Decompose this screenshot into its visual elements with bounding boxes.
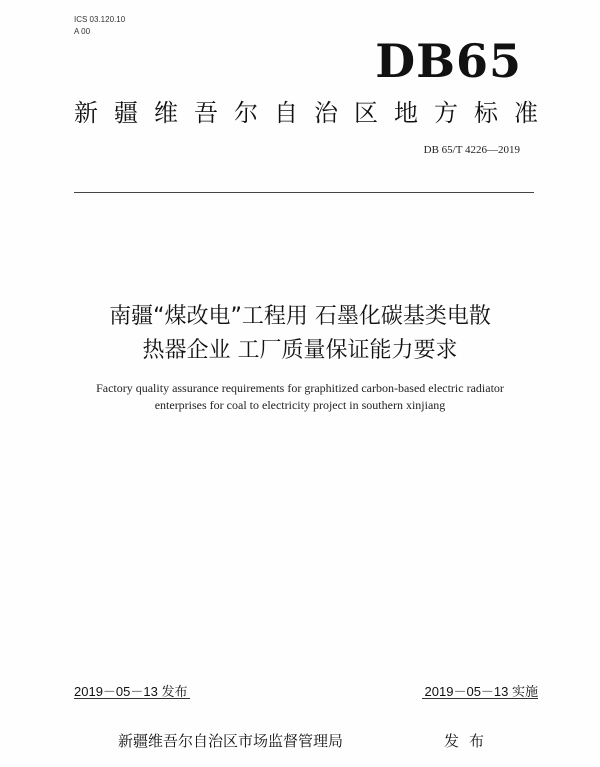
standard-code: DB 65/T 4226—2019 bbox=[423, 144, 520, 156]
ccs-code: A 00 bbox=[74, 27, 91, 36]
standard-type-char: 疆 bbox=[114, 99, 138, 127]
standard-type-char: 标 bbox=[474, 99, 498, 127]
standard-type-char: 治 bbox=[314, 99, 338, 127]
header-divider bbox=[74, 192, 534, 193]
standard-type-char: 方 bbox=[434, 99, 458, 127]
issue-date-underline bbox=[74, 698, 190, 699]
standard-type-char: 新 bbox=[74, 99, 98, 127]
english-title-line-2: enterprises for coal to electricity project in southern xinjiang bbox=[154, 398, 446, 412]
standard-type-heading bbox=[74, 98, 538, 128]
chinese-title-line-2: 热器企业 工厂质量保证能力要求 bbox=[142, 338, 458, 363]
standard-type-char: 尔 bbox=[234, 99, 258, 127]
implementation-date: 2019－05－13 实施 bbox=[424, 684, 538, 699]
standard-type-char: 区 bbox=[354, 99, 378, 127]
standard-type-char: 地 bbox=[394, 99, 418, 127]
standard-type-char: 自 bbox=[274, 99, 298, 127]
db65-logo: DB65 bbox=[375, 34, 522, 88]
chinese-title-line-1: 南疆“煤改电”工程用 石墨化碳基类电散 bbox=[109, 304, 491, 329]
english-title-line-1: Factory quality assurance requirements for graphitized carbon-based electric radiator bbox=[96, 381, 504, 395]
ics-code: ICS 03.120.10 bbox=[74, 15, 126, 24]
issuing-verb: 发布 bbox=[444, 732, 495, 750]
standard-type-char: 准 bbox=[514, 99, 538, 127]
issuing-authority: 新疆维吾尔自治区市场监督管理局 bbox=[118, 732, 344, 750]
issue-date: 2019－05－13 发布 bbox=[74, 684, 188, 699]
standard-type-char: 吾 bbox=[194, 99, 218, 127]
implementation-date-underline bbox=[422, 698, 538, 699]
standard-type-char: 维 bbox=[154, 99, 178, 127]
classification-codes bbox=[74, 14, 125, 38]
english-title bbox=[40, 380, 560, 414]
chinese-title bbox=[40, 300, 560, 368]
